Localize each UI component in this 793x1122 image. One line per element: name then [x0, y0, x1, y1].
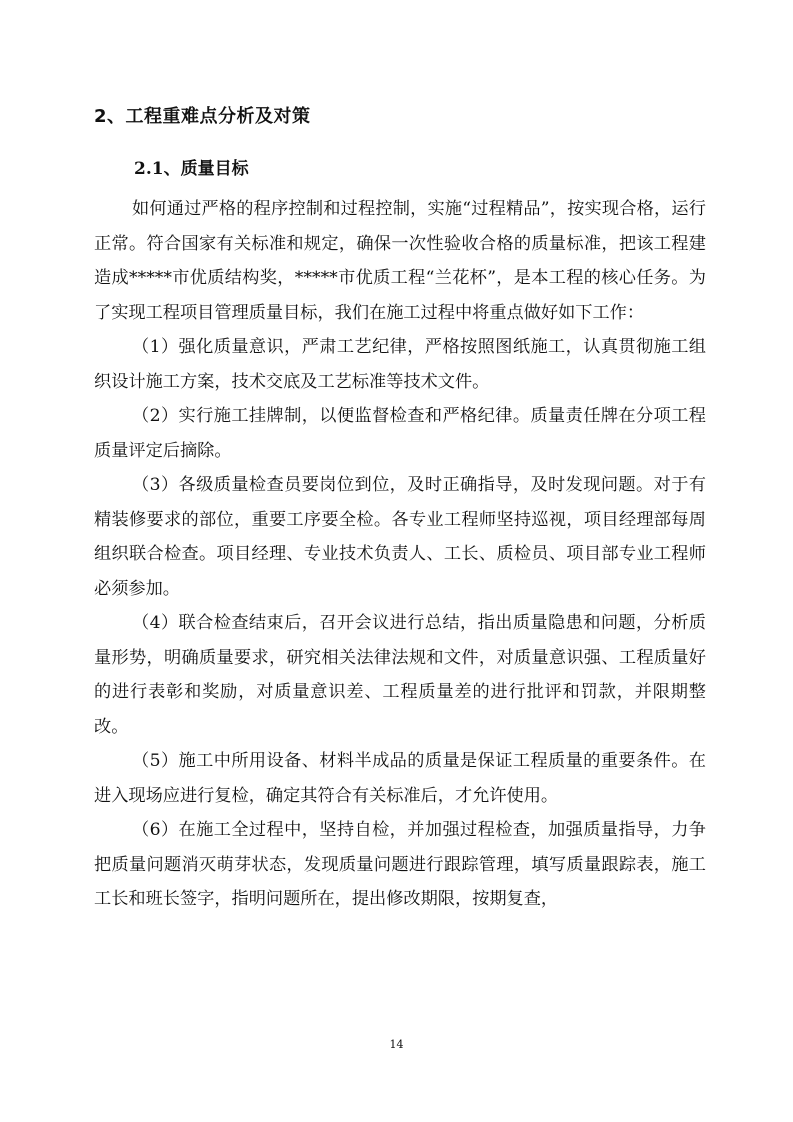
paragraph-item-1: （1）强化质量意识，严肃工艺纪律，严格按照图纸施工，认真贯彻施工组织设计施工方案，技术交底及工艺标准等技术文件。: [94, 337, 706, 392]
paragraph-item-5: （5）施工中所用设备、材料半成品的质量是保证工程质量的重要条件。在进入现场应进行复检，确定其符合有关标准后，才允许使用。: [94, 751, 706, 806]
subsection-heading: 2.1、质量目标: [134, 159, 249, 179]
paragraph-item-3: （3）各级质量检查员要岗位到位，及时正确指导，及时发现问题。对于有精装修要求的部位，重要工序要全检。各专业工程师坚持巡视，项目经理部每周组织联合检查。项目经理、专业技术负责人、工长、质检员、项目部专业工程师必须参加。: [94, 475, 706, 599]
page-number: 14: [389, 1038, 404, 1051]
body-text: [94, 192, 706, 917]
section-heading: 2、工程重难点分析及对策: [94, 106, 311, 127]
paragraph-item-6: （6）在施工全过程中，坚持自检，并加强过程检查，加强质量指导，力争把质量问题消灭萌芽状态，发现质量问题进行跟踪管理，填写质量跟踪表，施工工长和班长签字，指明问题所在，提出修改期限，按期复查，: [94, 820, 706, 909]
paragraph-item-4: （4）联合检查结束后，召开会议进行总结，指出质量隐患和问题，分析质量形势，明确质量要求，研究相关法律法规和文件，对质量意识强、工程质量好的进行表彰和奖励，对质量意识差、工程质量差的进行批评和罚款，并限期整改。: [94, 613, 706, 737]
paragraph-intro: 如何通过严格的程序控制和过程控制，实施“过程精品”，按实现合格，运行正常。符合国家有关标准和规定，确保一次性验收合格的质量标准，把该工程建造成*****市优质结构奖，*****市优质工程“兰花杯”，是本工程的核心任务。为了实现工程项目管理质量目标，我们在施工过程中将重点做好如下工作：: [94, 199, 706, 323]
paragraph-item-2: （2）实行施工挂牌制，以便监督检查和严格纪律。质量责任牌在分项工程质量评定后摘除。: [94, 406, 706, 461]
